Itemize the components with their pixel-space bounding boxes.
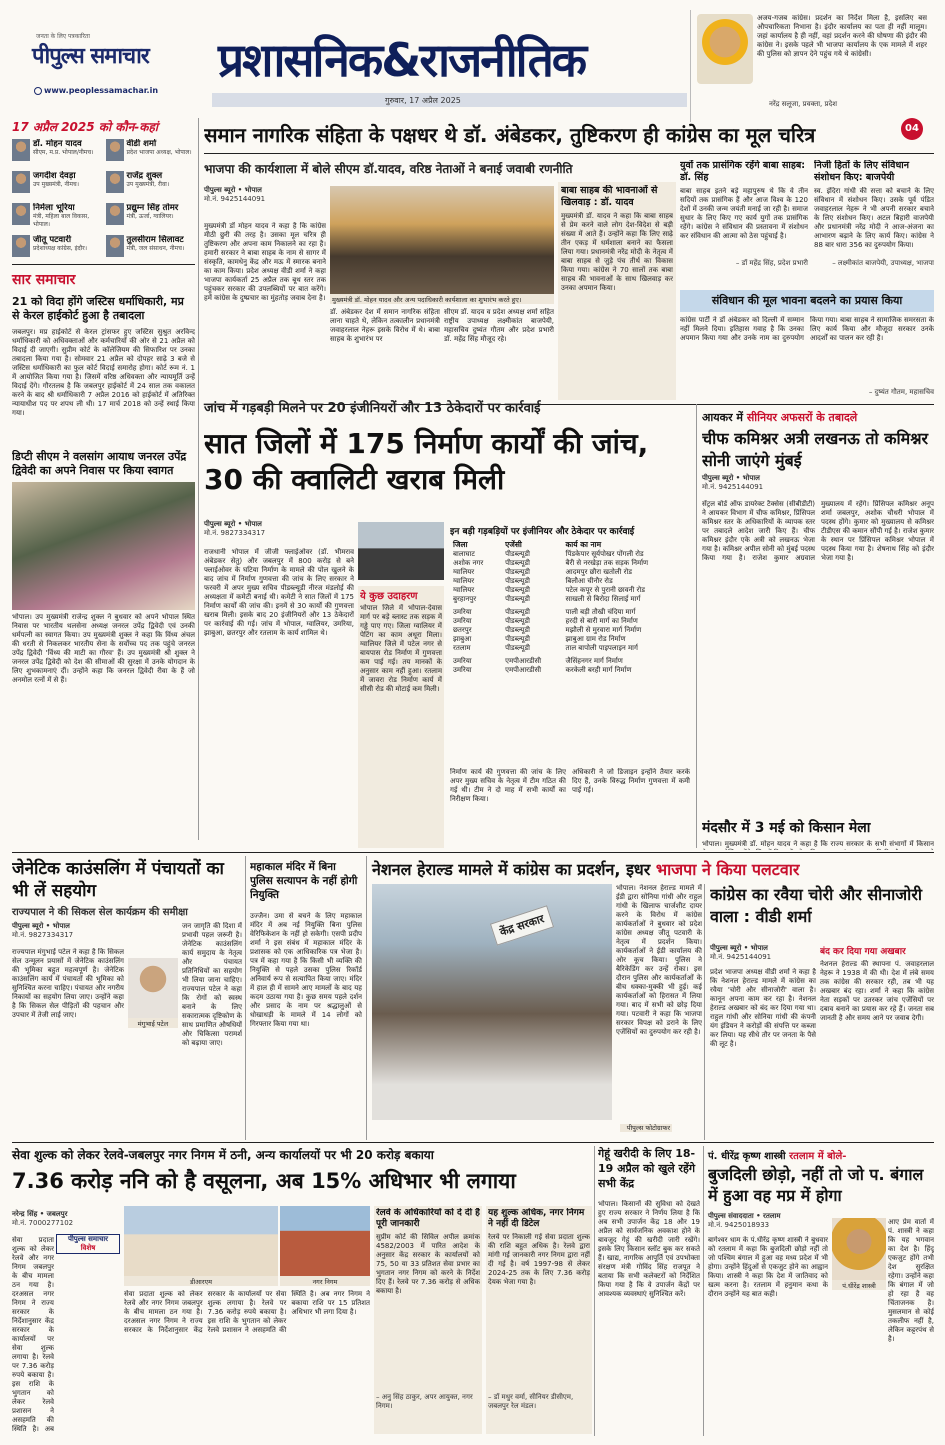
herald-headline: नेशनल हेराल्ड मामले में कांग्रेस का प्रदर्शन, इधर भाजपा ने किया पलटवार xyxy=(372,860,800,879)
railway-col-1: रेलवे के अधिकारियों को दे दी है पूरी जानकारी सुप्रीम कोर्ट की सिविल अपील क्रमांक 4582/2003 में पारित आदेश के अनुसार केंद्र सरकार के कार्यालयों को 75, 50 या 33 प्रतिशत सेवा प्रभार का भुगतान नगर निगम को करने के निर्देश दिए हैं। रेलवे पर 7.36 करोड़ से अधिक बकाया है। – अनु सिंह ठाकुर, अपर आयुक्त, नगर निगम। xyxy=(374,1206,482,1434)
quote-text: अजय-गजब कांग्रेस। प्रदर्शन का निर्देश मिला है, इसलिए बस औपचारिकता निभाना है। इंदौर कार्यालय का पता ही नहीं मालूम। जहां कार्यालय है ही नहीं, वहां प्रदर्शन करने की घोषणा की इंदौर की कांग्रेस ने। इसके पहले भी भाजपा कार्यालय के एक मामले में शहर की पुलिस को ज्ञापन देने पहुंच गये थे कांग्रेसी। xyxy=(757,14,927,58)
story2-byline: पीपुल्स ब्यूरो • भोपाल मो.नं. 9827334317 xyxy=(204,520,266,537)
col-divider xyxy=(366,856,367,1140)
constitution-bar: संविधान की मूल भावना बदलने का प्रयास किया xyxy=(680,290,934,312)
shastri-photo xyxy=(832,1218,886,1280)
divider xyxy=(12,852,934,853)
calendar-entry: जीतू पटवारी प्रदेशाध्यक्ष कांग्रेस, इंदौर। xyxy=(12,235,102,263)
col-divider xyxy=(696,404,697,848)
examples-body: भोपाल जिले में भोपाल-देवास मार्ग पर बड़े ब्लास्ट तक सड़क में गड्ढे पाए गए। जिला ग्वालियर में पेटिंग का काम अधूरा मिला। ग्वालियर जिले में पटेल नगर से बायपास रोड निर्माण में गुणवत्ता कम पाई गई। तय मानकों के अनुसार काम नहीं हुआ। रतलाम में जावरा रोड निर्माण कार्य में सीसी रोड की मोटाई कम मिली। xyxy=(360,604,442,693)
railway-kicker: सेवा शुल्क को लेकर रेलवे-जबलपुर नगर निगम में ठनी, अन्य कार्यालयों पर भी 20 करोड़ बकाया xyxy=(12,1148,434,1162)
story2-note-1: निर्माण कार्य की गुणवत्ता की जांच के लिए अपर मुख्य सचिव के नेतृत्व में टीम गठित की गई थी। टीम ने दो माह में सभी कार्यों का निरीक्षण किया। xyxy=(450,768,566,803)
vd-side-body: नेशनल हेराल्ड की स्थापना पं. जवाहरलाल नेहरू ने 1938 में की थी। देश में लंबे समय तक कांग्रेस की सरकार रही, तब भी यह अखबार बंद रहा। शर्मा ने कहा कि कांग्रेस नेता सड़कों पर उतरकर जांच एजेंसियों पर दबाव बनाने का प्रयास कर रहे हैं। जनता सब जानती है और समय आने पर जवाब देगी। xyxy=(820,960,934,1022)
brief-news-title: सार समाचार xyxy=(12,272,76,288)
lead-body-3: सीएम डॉ. यादव व प्रदेश अध्यक्ष शर्मा सहित राष्ट्रीय उपाध्यक्ष लक्ष्मीकांत बाजपेयी, महासचिव दुष्यंत गौतम और प्रदेश प्रभारी डॉ. महेंद्र सिंह मौजूद रहे। xyxy=(444,308,554,343)
table-row: छतरपुर पीडब्ल्यूडी मझौली से मुरवारा मार्ग निर्माण xyxy=(453,626,642,634)
bajpai-body: स्व. इंदिरा गांधी की सत्ता को बचाने के लिए संविधान में संशोधन किए। उसके पूर्व पंडित जवाहरलाल नेहरू ने भी अपनी सरकार बचाने के लिए संशोधन किए। अटल बिहारी वाजपेयी और प्रधानमंत्री नरेंद्र मोदी ने आज-अंजना का आभारण बढ़ाने के लिए कार्य किए। कांग्रेस ने 88 बार धारा 356 का दुरुपयोग किया। xyxy=(814,187,934,249)
person-photo xyxy=(12,203,30,225)
calendar-entry: डॉ. मोहन यादव सीएम, म.प्र. भोपाल/नीमच। xyxy=(12,139,102,167)
dhirendra-byline: पीपुल्स संवाददाता • रतलाम मो.नं. 9425018933 xyxy=(708,1212,781,1229)
shastri-caption: पं.धीरेंद्र शास्त्री xyxy=(832,1280,886,1290)
municipal-caption: नगर निगम xyxy=(280,1276,370,1286)
special-badge: पीपुल्स समाचार विशेष xyxy=(56,1234,120,1254)
table-header: जिला xyxy=(453,540,468,549)
globe-icon xyxy=(34,87,42,95)
table-row: बुरहानपुर पीडब्ल्यूडी साखली से बिरोदा सिलाई मार्ग xyxy=(453,595,641,603)
table-row: बालाघाट पीडब्ल्यूडी पिंडकेपार सूर्यपोखर पोंगली रोड xyxy=(453,550,644,558)
calendar-entry: निर्मला भूरिया मंत्री, महिला बाल विकास, भोपाल। xyxy=(12,203,102,231)
lead-side-headline: बाबा साहब की भावनाओं से खिलवाड़ : डॉ. यादव xyxy=(561,185,658,208)
calendar-entry: तुलसीराम सिलावट मंत्री, जल संसाधन, नीमच। xyxy=(106,235,196,263)
table-row: ग्वालियर पीडब्ल्यूडी बिलौआ चीनौर रोड xyxy=(453,577,613,585)
mandsaur-body: भोपाल। मुख्यमंत्री डॉ. मोहन यादव ने कहा है कि राज्य सरकार के सभी संभागों में किसान xyxy=(702,840,934,848)
divider xyxy=(12,264,195,265)
table-header: कार्य का नाम xyxy=(565,540,602,549)
lead-body: मुख्यमंत्री डॉ मोहन यादव ने कहा है कि कांग्रेस मीठी छुरी की तरह है। उसका मूल चरित्र ही तुष्टिकरण और अपना काम निकालने का रहा है। हमारी सरकार ने बाबा साहब के नाम से सागर में संस्कृति, कामधेनु केंद्र और मऊ में स्मारक बनाने का काम किया। प्रदेश अध्यक्ष वीडी शर्मा ने कहा भाजपा कार्यकर्ता 25 अप्रैल तक बूथ स्तर तक पहुंचकर सरकार की उपलब्धियों पर बात करेंगे। हमें कांग्रेस के दुष्प्रचार का मुंहतोड़ जवाब देना है। xyxy=(204,222,326,302)
brief-news-section xyxy=(12,270,195,830)
wheat-body: भोपाल। किसानों की सुविधा को देखते हुए राज्य सरकार ने निर्णय लिया है कि अब सभी उपार्जन केंद्र 18 और 19 अप्रैल को सार्वजनिक अवकाश होने के बावजूद गेहूं की खरीदी जारी रखेंगे। इसके लिए किसान स्लॉट बुक कर सकते हैं। खाद्य, नागरिक आपूर्ति एवं उपभोक्ता संरक्षण मंत्री गोविंद सिंह राजपूत ने बताया कि सभी कलेक्टरों को निर्देशित किया गया है कि वे उपार्जन केंद्रों पर आवश्यक व्यवस्थाएं सुनिश्चित करें। xyxy=(598,1200,700,1298)
divider xyxy=(12,1142,934,1143)
railway-byline: नरेन्द्र सिंह • जबलपुर मो.नं. 7000277102 xyxy=(12,1210,74,1227)
lead-headline: समान नागरिक संहिता के पक्षधर थे डॉ. अंबेडकर, तुष्टिकरण ही कांग्रेस का मूल चरित्र xyxy=(204,123,816,147)
dhirendra-side: आए प्रेम वार्ता में पं. शास्त्री ने कहा कि यह भगवान का देश है। हिंदू एकजुट होंगे तभी देश सुरक्षित रहेगा। उन्होंने कहा कि बंगाल में जो हो रहा है वह चिंताजनक है। मुसलमान से कोई तकलीफ नहीं है, लेकिन कट्टरपंथ से है। xyxy=(888,1218,934,1343)
calendar-entry: राजेंद्र शुक्ल उप मुख्यमंत्री, रीवा। xyxy=(106,171,196,199)
story2-note-2: अधिकारी ने जो डिजाइन इन्होंने तैयार करके दिए हैं, उनके विरुद्ध निर्माण गुणवत्ता में कमी पाई गई। xyxy=(572,768,690,794)
protest-sign: केंद्र सरकार xyxy=(490,905,554,945)
spokesperson-photo xyxy=(697,14,753,84)
divider xyxy=(204,153,934,154)
table-row: उमरिया एमपीआरडीसी जैसिंहनगर मार्ग निर्माण xyxy=(453,657,623,665)
lead-side-body: मुख्यमंत्री डॉ. यादव ने कहा कि बाबा साहब से प्रेम करने वाले लोग देश-विदेश से बड़ी संख्या में आते हैं। उन्होंने कहा कि लिए साढ़े तीन एकड़ में धर्मशाला बनाने का फैसला लिया गया। प्रधानमंत्री नरेंद्र मोदी के नेतृत्व में बाबा साहब से जुड़े पंच तीर्थ का विकास किया गया। कांग्रेस ने 70 सालों तक बाबा साहब की भावनाओं के साथ खिलवाड़ कर उनका अपमान किया। xyxy=(561,212,673,292)
mahakal-headline: महाकाल मंदिर में बिना पुलिस सत्यापन के नहीं होगी नियुक्ति xyxy=(250,861,358,901)
transfer-kicker: आयकर में सीनियर अफसरों के तबादले xyxy=(702,411,858,424)
herald-body: भोपाल। नेशनल हेराल्ड मामले में ईडी द्वारा सोनिया गांधी और राहुल गांधी के खिलाफ चार्जशीट दायर करने के विरोध में कांग्रेस कार्यकर्ताओं ने बुधवार को प्रदेश कांग्रेस अध्यक्ष जीतू पटवारी के नेतृत्व में प्रदर्शन किया। कार्यकर्ताओं ने ईडी कार्यालय की ओर कूच किया। पुलिस ने बैरिकेडिंग कर उन्हें रोका। इस दौरान पुलिस और कार्यकर्ताओं के बीच धक्का-मुक्की भी हुई। कई कार्यकर्ताओं को हिरासत में लिया गया। बाद में सभी को छोड़ दिया गया। पटवारी ने कहा कि भाजपा सरकार विपक्ष को डराने के लिए एजेंसियों का दुरुपयोग कर रही है। xyxy=(612,884,702,1124)
governor-caption: मंगुभाई पटेल xyxy=(128,1018,178,1028)
table-row: ग्वालियर पीडब्ल्यूडी पटेल कपूर से पुरानी छावनी रोड xyxy=(453,586,645,594)
person-photo xyxy=(12,171,30,193)
genetic-body-2: जन जागृति की दिशा में प्रभावी पहल जरूरी है। जेनेटिक काउंसलिंग कार्य समुदाय के नेतृत्व और पंचायत प्रतिनिधियों का सहयोग भी लिया जाना चाहिए। राज्यपाल पटेल ने कहा कि रोगों को स्वस्थ बनाने के लिए सकारात्मक दृष्टिकोण के साथ प्रमाणित औषधियों और चिकित्सा परामर्श को बढ़ाया जाए। xyxy=(182,922,242,1047)
brief-body-2: भोपाल। उप मुख्यमंत्री राजेन्द्र शुक्ल ने बुधवार को अपने भोपाल स्थित निवास पर भारतीय थलसेना अध्यक्ष जनरल उपेंद्र द्विवेदी एवं उनकी धर्मपत्नी का स्वागत किया। उप मुख्यमंत्री शुक्ल ने कहा कि विंध्य अंचल की धरती से निकलकर भारतीय सेना के सर्वोच्च पद तक पहुंचे जनरल उपेंद्र द्विवेदी 'विंध्य की माटी का गौरव' हैं। उप मुख्यमंत्री श्री शुक्ल ने जनरल उपेंद्र द्विवेदी को देश की सीमाओं की सुरक्षा में उनके योगदान के लिए शुभकामनाएं दीं। उन्होंने कहा कि जनरल द्विवेदी रीवा के हैं जो अनमोल रत्नों में से हैं। xyxy=(12,613,195,684)
railway-col-2: यह शुल्क अधिक, नगर निगम ने नहीं दी डिटेल रेलवे पर निकाली गई सेवा प्रदाता शुल्क की राशि बहुत अधिक है। रेलवे द्वारा मांगी गई जानकारी नगर निगम द्वारा नहीं दी गई है। वर्ष 1997-98 से लेकर 2024-25 तक के लिए 7.36 करोड़ देयक भेजा गया है। – डॉ मधुर वर्मा, सीनियर डीसीएम, जबलपुर रेल मंडल। xyxy=(486,1206,592,1434)
road-photo xyxy=(358,522,444,580)
railway-body: सेवा प्रदाता शुल्क को लेकर रेलवे और नगर निगम जबलपुर के बीच मामला ठन गया है। दरअसल नगर निगम ने राज्य सरकार के निर्देशानुसार केंद्र सरकार के कार्यालयों पर सेवा शुल्क लगाया है। रेलवे पर 7.36 करोड़ रुपये बकाया है। इस राशि के भुगतान को लेकर रेलवे प्रशासन ने असहमति की स्थिति है। अब xyxy=(12,1236,54,1432)
dhirendra-headline: बुजदिली छोड़ो, नहीं तो जो प. बंगाल में हुआ वह मप्र में होगा xyxy=(708,1165,924,1205)
examples-headline: ये कुछ उदाहरण xyxy=(360,591,418,602)
constitution-signature: – दुष्यंत गौतम, महासचिव xyxy=(868,388,934,396)
vd-headline: कांग्रेस का रवैया चोरी और सीनाजोरी वाला : वीडी शर्मा xyxy=(710,885,923,926)
bajpai-box xyxy=(814,160,934,272)
railway-headline: 7.36 करोड़ ननि को है वसूलना, अब 15% अधिभार भी लगाया xyxy=(12,1169,516,1193)
protest-photo-caption: पीपुल्स फोटोग्राफर xyxy=(620,1122,672,1132)
masthead-tagline: जनता के लिए पत्रकारिता xyxy=(36,33,90,40)
table-header: एजेंसी xyxy=(505,540,522,549)
drm-caption: डीआरएम xyxy=(124,1276,278,1286)
lead-side-box xyxy=(558,182,676,400)
mahakal-body: उज्जैन। उमा से बचने के लिए महाकाल मंदिर में अब नई नियुक्ति बिना पुलिस वेरिफिकेशन के नहीं हो सकेगी। एसपी प्रदीप शर्मा ने इस संबंध में महाकाल मंदिर के प्रशासक को एक आधिकारिक पत्र भेजा है। पत्र में कहा गया है कि किसी भी व्यक्ति की नियुक्ति से पहले उसका पुलिस रिकॉर्ड अनिवार्य रूप से सत्यापित किया जाए। मंदिर में हाल ही में सामने आए मामलों के बाद यह कदम उठाया गया है। कुछ समय पहले दर्शन और प्रसाद के नाम पर श्रद्धालुओं से धोखाधड़ी के मामले में 14 लोगों को गिरफ्तार किया गया था। xyxy=(250,912,362,1028)
dhirendra-kicker: पं. धीरेंद्र कृष्ण शास्त्री रतलाम में बोले- xyxy=(708,1151,847,1162)
general-photo xyxy=(12,482,195,610)
website-link[interactable]: www.peoplessamachar.in xyxy=(34,86,158,95)
lead-subhead: भाजपा की कार्यशाला में बोले सीएम डॉ.यादव, वरिष्ठ नेताओं ने बनाई जवाबी रणनीति xyxy=(204,162,573,176)
calendar-grid xyxy=(12,139,195,263)
page-number: 04 xyxy=(901,118,923,140)
story2-body: राजधानी भोपाल में जीजी फ्लाईओवर (डॉ. भीमराव अंबेडकर सेतु) और जबलपुर में 800 करोड़ से बने फ्लाईओवर के घटिया निर्माण के मामले की पोल खुलने के बाद जांच में निर्माण गुणवत्ता की जांच के लिए सरकार ने फरवरी में अपर मुख्य सचिव पीडब्ल्यूडी नीरज मंडलोई की अध्यक्षता में कमेटी बनाई थी। कमेटी ने सात जिलों में 175 निर्माण कार्यों की जांच की। इनमें से 30 कार्यों की गुणवत्ता खराब मिली। इसके बाद 20 इंजीनियरों और 13 ठेकेदारों पर कार्रवाई की गई। जांच में भोपाल, ग्वालियर, उमरिया, झाबुआ, छतरपुर और रतलाम के कार्य शामिल थे। xyxy=(204,548,354,637)
constitution-body: कांग्रेस पार्टी ने डॉ अंबेडकर को दिल्ली में सम्मान नहीं मिलने दिया। इतिहास गवाह है कि उनका अपमान किया गया और उनके नाम का दुरुपयोग किया गया। बाबा साहब ने सामाजिक समरसता के लिए कार्य किया और मौजूदा सरकार उनके आदर्शों का पालन कर रही है। xyxy=(680,316,934,342)
vd-byline: पीपुल्स ब्यूरो • भोपाल मो.नं. 9425144091 xyxy=(710,944,772,961)
transfer-body: सेंट्रल बोर्ड ऑफ डायरेक्ट टैक्सेस (सीबीडीटी) ने आयकर विभाग में चीफ कमिश्नर, प्रिंसिपल कमिश्नर स्तर के अधिकारियों के व्यापक स्तर पर तबादले आदेश जारी किए हैं। चीफ कमिश्नर इंदौर एके अत्री को लखनऊ भेजा गया है। कमिश्नर अपील सोनी को मुंबई पदस्थ किया गया है। राजेश कुमार अग्रवाल मुख्यालय में रहेंगे। प्रिंसिपल कमिश्नर अनूप शर्मा जबलपुर, अशोक चौधरी भोपाल में पदस्थ होंगे। कुमार को मुख्यालय से कमिश्नर टीडीएस की कमान सौंपी गई है। राजेश कुमार के स्थान पर प्रिंसिपल कमिश्नर भोपाल में पदस्थ किया गया है। शेषनाथ सिंह को इंदौर भेजा गया है। xyxy=(702,500,934,562)
mandsaur-headline: मंदसौर में 3 मई को किसान मेला xyxy=(702,820,871,836)
table-row: रतलाम पीडब्ल्यूडी ताल बापोली पाइपलाइन मार्ग xyxy=(453,644,638,652)
vd-side-box xyxy=(820,944,934,1138)
ambedkar-box xyxy=(680,160,808,272)
table-row: उमरिया पीडब्ल्यूडी हरदी से बारी मार्ग का निर्माण xyxy=(453,617,638,625)
person-photo xyxy=(12,235,30,257)
lead-byline: पीपुल्स ब्यूरो • भोपाल मो.नं. 9425144091 xyxy=(204,186,266,203)
person-photo xyxy=(106,171,124,193)
calendar-box xyxy=(12,118,195,260)
table-row: झाबुआ पीडब्ल्यूडी झाबुआ ग्राम रोड निर्माण xyxy=(453,635,626,643)
date-text: गुरुवार, 17 अप्रैल 2025 xyxy=(385,96,461,105)
brief-headline-2: डिप्टी सीएम ने वलसांग आयाध जनरल उपेंद्र द्विवेदी का अपने निवास पर किया स्वागत xyxy=(12,450,187,477)
ambedkar-headline: युवों तक प्रासंगिक रहेंगे बाबा साहब: डॉ. सिंह xyxy=(680,160,806,183)
table-row: उमरिया एमपीआरडीसी करकेली बरही मार्ग निर्माण xyxy=(453,666,632,674)
calendar-entry: वीडी शर्मा प्रदेश भाजपा अध्यक्ष, भोपाल। xyxy=(106,139,196,167)
genetic-subhead: राज्यपाल ने की सिकल सेल कार्यक्रम की समीक्षा xyxy=(12,907,188,918)
person-photo xyxy=(106,235,124,257)
calendar-title: 17 अप्रैल 2025 को कौन-कहां xyxy=(12,120,158,134)
lead-photo-caption: मुख्यमंत्री डॉ. मोहन यादव और अन्य पदाधिकारी कार्यशाला का शुभारंभ करते हुए। xyxy=(330,294,554,304)
table-row: अशोक नगर पीडब्ल्यूडी बैरी से नरखेड़ा तक सड़क निर्माण xyxy=(453,559,649,567)
transfer-byline: पीपुल्स ब्यूरो • भोपाल मो.नं. 9425144091 xyxy=(702,474,764,491)
brief-headline-1: 21 को विदा होंगे जस्टिस धर्माधिकारी, मप्र से केरल हाईकोर्ट हुआ है तबादला xyxy=(12,295,184,322)
genetic-byline: पीपुल्स ब्यूरो • भोपाल मो.नं. 9827334317 xyxy=(12,922,74,939)
lead-body-2: डॉ. अंबेडकर देश में समान नागरिक संहिता लाना चाहते थे, लेकिन तत्कालीन प्रधानमंत्री जवाहरलाल नेहरू इसके विरोध में थे। बाबा साहब के शुभारंभ पर xyxy=(330,308,440,343)
railway-body-2: सेवा प्रदाता शुल्क को लेकर रेलवे और नगर निगम जबलपुर के बीच मामला ठन गया है। दरअसल नगर निगम ने राज्य सरकार के निर्देशानुसार केंद्र सरकार के कार्यालयों पर सेवा शुल्क लगाया है। रेलवे पर 7.36 करोड़ रुपये बकाया है। इस राशि के भुगतान को लेकर रेलवे प्रशासन ने असहमति की स्थिति है। अब नगर निगम ने बकाया राशि पर 15 प्रतिशत अधिभार भी लगा दिया है। xyxy=(124,1290,370,1334)
ambedkar-signature: – डॉ महेंद्र सिंह, प्रदेश प्रभारी xyxy=(735,259,808,267)
transfer-headline: चीफ कमिश्नर अत्री लखनऊ तो कमिश्नर सोनी जाएंगे मुंबई xyxy=(702,429,929,470)
municipal-photo xyxy=(280,1206,370,1276)
examples-box xyxy=(358,586,444,848)
works-table xyxy=(450,540,690,675)
col-divider xyxy=(704,884,705,1140)
calendar-entry: प्रद्युम्न सिंह तोमर मंत्री, ऊर्जा, ग्वालियर। xyxy=(106,203,196,231)
story2-headline: सात जिलों में 175 निर्माण कार्यों की जांच, 30 की क्वालिटी खराब मिली xyxy=(204,427,649,496)
table-row: ग्वालियर पीडब्ल्यूडी आदमपुर छौरा खतोली रोड xyxy=(453,568,633,576)
ambedkar-body: बाबा साहब इतने बड़े महापुरुष थे कि वे तीन सदियों तक प्रासंगिक हैं और आज विश्व के 120 देशों में उनकी जन्म जयंती मनाई जा रही है। समाज सुधार के लिए किए गए कार्य युगों तक प्रासंगिक रहेंगे। कांग्रेस ने संविधान की प्रस्तावना में संशोधन कर संविधान की आत्मा को ठेस पहुंचाई है। xyxy=(680,187,808,240)
col-divider xyxy=(703,1146,704,1436)
quote-author: नरेंद्र सलूजा, प्रवक्ता, प्रदेश xyxy=(769,100,837,108)
dhirendra-body: बागेश्वर धाम के पं.धीरेंद्र कृष्ण शास्त्री ने बुधवार को रतलाम में कहा कि बुजदिली छोड़ो नहीं तो जो पश्चिम बंगाल में हुआ वह मध्य प्रदेश में भी होगा। उन्होंने हिंदुओं से एकजुट होने का आह्वान किया। शास्त्री ने कहा कि देश में जातिवाद को खत्म करना है। रतलाम में हनुमान कथा के दौरान उन्होंने यह बात कही। xyxy=(708,1236,828,1298)
governor-photo xyxy=(128,958,178,1018)
bajpai-signature: – लक्ष्मीकांत बाजपेयी, उपाध्यक्ष, भाजपा xyxy=(832,259,934,267)
calendar-entry: जगदीश देवड़ा उप मुख्यमंत्री, नीमच। xyxy=(12,171,102,199)
col-divider xyxy=(594,1146,595,1436)
table-row: उमरिया पीडब्ल्यूडी पाली बड़ी तौखी चंदिया मार्ग xyxy=(453,608,636,616)
wheat-headline: गेहूं खरीदी के लिए 18-19 अप्रैल को खुले रहेंगे सभी केंद्र xyxy=(598,1147,696,1190)
brief-body-1: जबलपुर। मप्र हाईकोर्ट से केरल ट्रांसफर हुए जस्टिस सुश्रुत अरविन्द धर्माधिकारी को अधिवक्ताओं और कर्मचारियों की ओर से 21 अप्रैल को विदाई दी जाएगी। सुप्रीम कोर्ट के कॉलेजियम की सिफारिश पर उनका तबादला किया गया है। सोमवार 21 अप्रैल को दोपहर साढ़े 3 बजे से जस्टिस धर्माधिकारी का फुल कोर्ट विदाई समारोह होगा। कोर्ट रूम नं. 1 में आयोजित किया गया है। जिसमें वरिष्ठ अधिवक्ता और न्यायमूर्ति उन्हें विदाई देंगे। गौरतलब है कि जबलपुर हाईकोर्ट में 24 साल तक वकालत करने के बाद श्री धर्माधिकारी 7 अप्रैल 2016 को हाईकोर्ट में अतिरिक्त न्यायाधीश पद पर शपथ ली थी। 17 मार्च 2018 को उन्हें स्थाई किया गया। xyxy=(12,328,195,417)
lead-photo xyxy=(330,186,554,294)
col-divider xyxy=(245,856,246,1140)
table-title: इन बड़ी गड़बड़ियों पर इंजीनियर और ठेकेदार पर कार्रवाई xyxy=(450,527,635,537)
person-photo xyxy=(106,203,124,225)
vd-side-headline: बंद कर दिया गया अखबार xyxy=(820,947,906,957)
drm-photo xyxy=(124,1206,278,1276)
newspaper-logo: पीपुल्स समाचार xyxy=(32,44,149,69)
col-divider xyxy=(198,118,199,840)
section-title: प्रशासनिक&राजनीतिक xyxy=(218,33,586,87)
story2-kicker: जांच में गड़बड़ी मिलने पर 20 इंजीनियरों और 13 ठेकेदारों पर कार्रवाई xyxy=(204,401,541,416)
bajpai-headline: निजी हितों के लिए संविधान संशोधन किए: बाजपेयी xyxy=(814,160,910,183)
vd-body: प्रदेश भाजपा अध्यक्ष वीडी शर्मा ने कहा है कि नेशनल हेराल्ड मामले में कांग्रेस का रवैया 'चोरी और सीनाजोरी' वाला है। कानून अपना काम कर रहा है। नेशनल हेराल्ड अखबार को बंद कर दिया गया था। राहुल गांधी और सोनिया गांधी की कंपनी यंग इंडियन ने करोड़ों की संपत्ति पर कब्जा कर लिया। यह सीधे तौर पर जनता के पैसे की लूट है। xyxy=(710,968,816,1048)
person-photo xyxy=(12,139,30,161)
genetic-headline: जेनेटिक काउंसलिंग में पंचायतों का भी लें सहयोग xyxy=(12,859,224,901)
genetic-body: राज्यपाल मंगुभाई पटेल ने कहा है कि सिकल सेल उन्मूलन प्रयासों में जेनेटिक काउंसलिंग की भूमिका बहुत महत्वपूर्ण है। जेनेटिक काउंसलिंग कार्य में पंचायतों की भूमिका को सुनिश्चित करना चाहिए। पंचायत और नगरीय निकायों का सहयोग लिया जाए। उन्होंने कहा है कि सिकल सेल पीड़ितों की पहचान और उपचार में तेजी लाई जाए। xyxy=(12,948,124,1019)
quote-box xyxy=(690,10,930,134)
person-photo xyxy=(106,139,124,161)
